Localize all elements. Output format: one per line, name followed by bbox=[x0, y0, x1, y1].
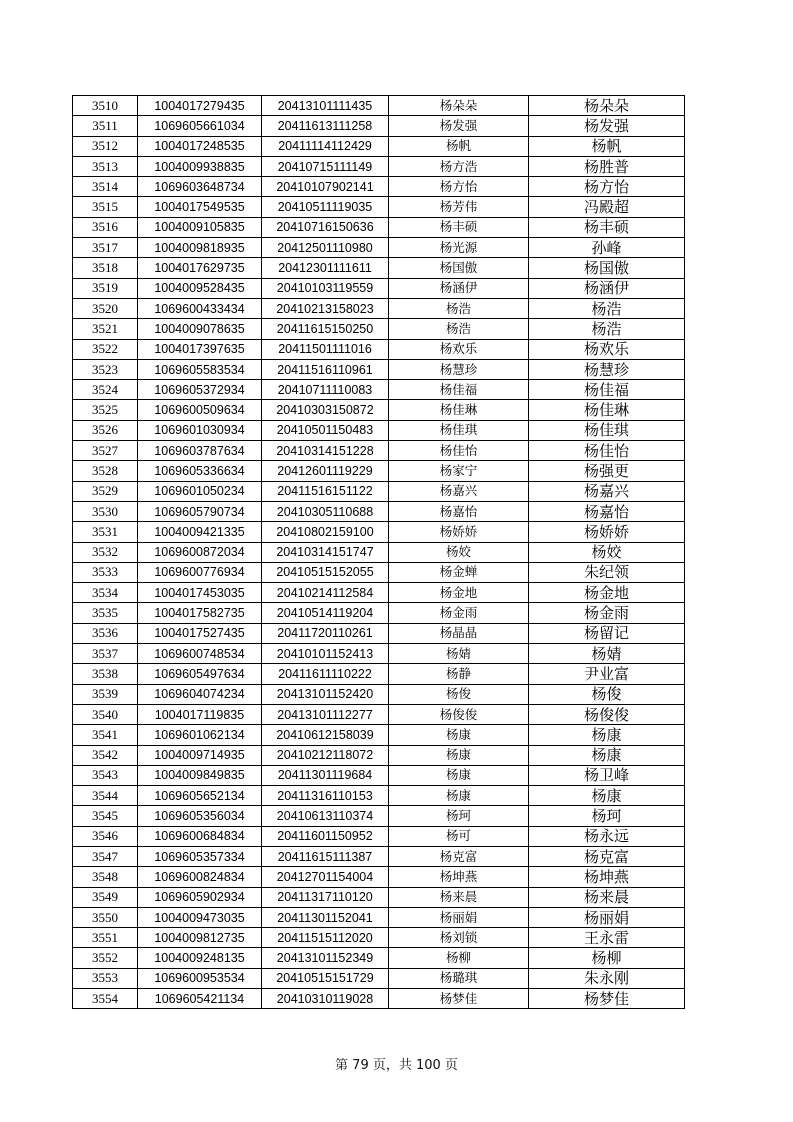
cell-name: 杨金雨 bbox=[389, 603, 529, 623]
cell-exam-number: 20412301111611 bbox=[262, 258, 389, 278]
cell-id-number: 1004009812735 bbox=[138, 928, 262, 948]
cell-name-confirmed: 杨朵朵 bbox=[529, 96, 685, 116]
cell-name: 杨浩 bbox=[389, 298, 529, 318]
cell-seq-number: 3524 bbox=[73, 380, 138, 400]
cell-id-number: 1004009714935 bbox=[138, 745, 262, 765]
cell-name: 杨家宁 bbox=[389, 461, 529, 481]
cell-name-confirmed: 杨国傲 bbox=[529, 258, 685, 278]
cell-exam-number: 20410213158023 bbox=[262, 298, 389, 318]
cell-name-confirmed: 朱永刚 bbox=[529, 968, 685, 988]
table-row bbox=[73, 359, 685, 379]
cell-seq-number: 3545 bbox=[73, 806, 138, 826]
cell-name-confirmed: 杨俊 bbox=[529, 684, 685, 704]
table-row bbox=[73, 197, 685, 217]
cell-exam-number: 20410314151228 bbox=[262, 441, 389, 461]
cell-id-number: 1004009421335 bbox=[138, 522, 262, 542]
cell-seq-number: 3518 bbox=[73, 258, 138, 278]
cell-name-confirmed: 杨佳琳 bbox=[529, 400, 685, 420]
cell-seq-number: 3538 bbox=[73, 664, 138, 684]
cell-name: 杨俊 bbox=[389, 684, 529, 704]
cell-name: 杨帆 bbox=[389, 136, 529, 156]
cell-name: 杨刘锁 bbox=[389, 928, 529, 948]
cell-name-confirmed: 杨留记 bbox=[529, 623, 685, 643]
cell-name-confirmed: 杨柳 bbox=[529, 948, 685, 968]
table-row bbox=[73, 725, 685, 745]
cell-id-number: 1004009105835 bbox=[138, 217, 262, 237]
cell-id-number: 1004017629735 bbox=[138, 258, 262, 278]
cell-name: 杨朵朵 bbox=[389, 96, 529, 116]
cell-exam-number: 20410715111149 bbox=[262, 156, 389, 176]
cell-seq-number: 3523 bbox=[73, 359, 138, 379]
table-row bbox=[73, 765, 685, 785]
cell-seq-number: 3540 bbox=[73, 704, 138, 724]
cell-exam-number: 20410514119204 bbox=[262, 603, 389, 623]
cell-name: 杨坤燕 bbox=[389, 867, 529, 887]
cell-name: 杨佳福 bbox=[389, 380, 529, 400]
cell-exam-number: 20411501111016 bbox=[262, 339, 389, 359]
cell-seq-number: 3520 bbox=[73, 298, 138, 318]
cell-id-number: 1004009938835 bbox=[138, 156, 262, 176]
cell-id-number: 1004009818935 bbox=[138, 238, 262, 258]
cell-name: 杨慧珍 bbox=[389, 359, 529, 379]
table-row bbox=[73, 806, 685, 826]
cell-name-confirmed: 杨欢乐 bbox=[529, 339, 685, 359]
cell-id-number: 1004017248535 bbox=[138, 136, 262, 156]
cell-name-confirmed: 杨佳琪 bbox=[529, 420, 685, 440]
cell-id-number: 1004017527435 bbox=[138, 623, 262, 643]
table-row bbox=[73, 583, 685, 603]
cell-id-number: 1069601030934 bbox=[138, 420, 262, 440]
table-row bbox=[73, 441, 685, 461]
cell-id-number: 1069605372934 bbox=[138, 380, 262, 400]
cell-id-number: 1069603648734 bbox=[138, 177, 262, 197]
cell-name: 杨静 bbox=[389, 664, 529, 684]
cell-seq-number: 3511 bbox=[73, 116, 138, 136]
cell-exam-number: 20410716150636 bbox=[262, 217, 389, 237]
cell-id-number: 1004017279435 bbox=[138, 96, 262, 116]
cell-id-number: 1069605902934 bbox=[138, 887, 262, 907]
cell-exam-number: 20410212118072 bbox=[262, 745, 389, 765]
cell-name: 杨俊俊 bbox=[389, 704, 529, 724]
cell-seq-number: 3534 bbox=[73, 583, 138, 603]
cell-exam-number: 20412601119229 bbox=[262, 461, 389, 481]
cell-id-number: 1069600748534 bbox=[138, 644, 262, 664]
table-row bbox=[73, 380, 685, 400]
cell-exam-number: 20413101112277 bbox=[262, 704, 389, 724]
cell-seq-number: 3549 bbox=[73, 887, 138, 907]
cell-exam-number: 20410612158039 bbox=[262, 725, 389, 745]
cell-name: 杨姣 bbox=[389, 542, 529, 562]
cell-seq-number: 3515 bbox=[73, 197, 138, 217]
cell-seq-number: 3541 bbox=[73, 725, 138, 745]
cell-exam-number: 20410613110374 bbox=[262, 806, 389, 826]
cell-exam-number: 20413101152420 bbox=[262, 684, 389, 704]
cell-id-number: 1069600824834 bbox=[138, 867, 262, 887]
cell-name: 杨可 bbox=[389, 826, 529, 846]
cell-seq-number: 3529 bbox=[73, 481, 138, 501]
cell-exam-number: 20412701154004 bbox=[262, 867, 389, 887]
cell-seq-number: 3537 bbox=[73, 644, 138, 664]
cell-id-number: 1069600509634 bbox=[138, 400, 262, 420]
table-row bbox=[73, 481, 685, 501]
cell-exam-number: 20410515152055 bbox=[262, 562, 389, 582]
cell-exam-number: 20410511119035 bbox=[262, 197, 389, 217]
cell-id-number: 1069605583534 bbox=[138, 359, 262, 379]
cell-seq-number: 3517 bbox=[73, 238, 138, 258]
table-row bbox=[73, 562, 685, 582]
cell-id-number: 1069600684834 bbox=[138, 826, 262, 846]
cell-name: 杨康 bbox=[389, 786, 529, 806]
cell-exam-number: 20411301152041 bbox=[262, 907, 389, 927]
cell-name: 杨国傲 bbox=[389, 258, 529, 278]
cell-seq-number: 3553 bbox=[73, 968, 138, 988]
cell-seq-number: 3548 bbox=[73, 867, 138, 887]
cell-id-number: 1069605497634 bbox=[138, 664, 262, 684]
cell-seq-number: 3525 bbox=[73, 400, 138, 420]
cell-name: 杨璐琪 bbox=[389, 968, 529, 988]
cell-seq-number: 3514 bbox=[73, 177, 138, 197]
cell-exam-number: 20410101152413 bbox=[262, 644, 389, 664]
cell-name: 杨嘉兴 bbox=[389, 481, 529, 501]
cell-exam-number: 20410802159100 bbox=[262, 522, 389, 542]
cell-name-confirmed: 朱纪领 bbox=[529, 562, 685, 582]
cell-name: 杨佳琪 bbox=[389, 420, 529, 440]
cell-name-confirmed: 杨金雨 bbox=[529, 603, 685, 623]
table-row bbox=[73, 968, 685, 988]
cell-name-confirmed: 杨佳怡 bbox=[529, 441, 685, 461]
table-row bbox=[73, 278, 685, 298]
table-row bbox=[73, 786, 685, 806]
cell-seq-number: 3544 bbox=[73, 786, 138, 806]
table-row bbox=[73, 826, 685, 846]
cell-name: 杨丰硕 bbox=[389, 217, 529, 237]
cell-name-confirmed: 杨永远 bbox=[529, 826, 685, 846]
cell-name: 杨珂 bbox=[389, 806, 529, 826]
cell-id-number: 1069605357334 bbox=[138, 846, 262, 866]
cell-name-confirmed: 杨娇娇 bbox=[529, 522, 685, 542]
table-row bbox=[73, 907, 685, 927]
cell-name: 杨方怡 bbox=[389, 177, 529, 197]
table-row bbox=[73, 238, 685, 258]
table-row bbox=[73, 989, 685, 1009]
cell-name: 杨康 bbox=[389, 725, 529, 745]
cell-name: 杨克富 bbox=[389, 846, 529, 866]
cell-seq-number: 3543 bbox=[73, 765, 138, 785]
cell-name-confirmed: 杨丽娟 bbox=[529, 907, 685, 927]
cell-name-confirmed: 杨康 bbox=[529, 725, 685, 745]
cell-seq-number: 3530 bbox=[73, 501, 138, 521]
cell-name-confirmed: 杨康 bbox=[529, 745, 685, 765]
table-row bbox=[73, 298, 685, 318]
cell-seq-number: 3522 bbox=[73, 339, 138, 359]
table-row bbox=[73, 887, 685, 907]
cell-name-confirmed: 杨丰硕 bbox=[529, 217, 685, 237]
cell-seq-number: 3554 bbox=[73, 989, 138, 1009]
cell-exam-number: 20412501110980 bbox=[262, 238, 389, 258]
cell-exam-number: 20411316110153 bbox=[262, 786, 389, 806]
cell-id-number: 1069605356034 bbox=[138, 806, 262, 826]
cell-exam-number: 20411114112429 bbox=[262, 136, 389, 156]
cell-seq-number: 3533 bbox=[73, 562, 138, 582]
cell-seq-number: 3526 bbox=[73, 420, 138, 440]
cell-id-number: 1004009849835 bbox=[138, 765, 262, 785]
cell-name: 杨欢乐 bbox=[389, 339, 529, 359]
roster-table-body bbox=[73, 96, 685, 1009]
cell-exam-number: 20410107902141 bbox=[262, 177, 389, 197]
cell-name-confirmed: 杨浩 bbox=[529, 319, 685, 339]
cell-name-confirmed: 冯殿超 bbox=[529, 197, 685, 217]
cell-name-confirmed: 杨帆 bbox=[529, 136, 685, 156]
cell-name: 杨嘉怡 bbox=[389, 501, 529, 521]
cell-id-number: 1069601050234 bbox=[138, 481, 262, 501]
cell-name: 杨涵伊 bbox=[389, 278, 529, 298]
cell-id-number: 1004017397635 bbox=[138, 339, 262, 359]
table-row bbox=[73, 522, 685, 542]
cell-seq-number: 3527 bbox=[73, 441, 138, 461]
cell-name: 杨晶晶 bbox=[389, 623, 529, 643]
cell-seq-number: 3535 bbox=[73, 603, 138, 623]
cell-name-confirmed: 杨嘉怡 bbox=[529, 501, 685, 521]
cell-seq-number: 3536 bbox=[73, 623, 138, 643]
cell-id-number: 1069605336634 bbox=[138, 461, 262, 481]
cell-name-confirmed: 杨金地 bbox=[529, 583, 685, 603]
cell-name: 杨方浩 bbox=[389, 156, 529, 176]
table-row bbox=[73, 461, 685, 481]
table-row bbox=[73, 623, 685, 643]
cell-name-confirmed: 杨强更 bbox=[529, 461, 685, 481]
table-row bbox=[73, 928, 685, 948]
cell-seq-number: 3521 bbox=[73, 319, 138, 339]
cell-name: 杨康 bbox=[389, 745, 529, 765]
table-row bbox=[73, 319, 685, 339]
cell-exam-number: 20411615150250 bbox=[262, 319, 389, 339]
cell-id-number: 1069605652134 bbox=[138, 786, 262, 806]
cell-name-confirmed: 杨克富 bbox=[529, 846, 685, 866]
cell-id-number: 1004009248135 bbox=[138, 948, 262, 968]
cell-seq-number: 3552 bbox=[73, 948, 138, 968]
cell-id-number: 1069600872034 bbox=[138, 542, 262, 562]
table-row bbox=[73, 664, 685, 684]
cell-exam-number: 20410501150483 bbox=[262, 420, 389, 440]
cell-seq-number: 3528 bbox=[73, 461, 138, 481]
cell-id-number: 1069603787634 bbox=[138, 441, 262, 461]
cell-name-confirmed: 孙峰 bbox=[529, 238, 685, 258]
cell-id-number: 1004017582735 bbox=[138, 603, 262, 623]
cell-name: 杨金地 bbox=[389, 583, 529, 603]
cell-exam-number: 20411515112020 bbox=[262, 928, 389, 948]
cell-name-confirmed: 尹业富 bbox=[529, 664, 685, 684]
table-row bbox=[73, 644, 685, 664]
table-row bbox=[73, 136, 685, 156]
table-row bbox=[73, 846, 685, 866]
cell-seq-number: 3513 bbox=[73, 156, 138, 176]
cell-exam-number: 20410310119028 bbox=[262, 989, 389, 1009]
table-row bbox=[73, 339, 685, 359]
table-row bbox=[73, 96, 685, 116]
cell-seq-number: 3519 bbox=[73, 278, 138, 298]
cell-name: 杨来晨 bbox=[389, 887, 529, 907]
cell-exam-number: 20411516151122 bbox=[262, 481, 389, 501]
cell-name-confirmed: 杨俊俊 bbox=[529, 704, 685, 724]
cell-exam-number: 20413101152349 bbox=[262, 948, 389, 968]
table-row bbox=[73, 867, 685, 887]
cell-name: 杨发强 bbox=[389, 116, 529, 136]
cell-name-confirmed: 杨珂 bbox=[529, 806, 685, 826]
table-row bbox=[73, 948, 685, 968]
cell-exam-number: 20410305110688 bbox=[262, 501, 389, 521]
cell-exam-number: 20410103119559 bbox=[262, 278, 389, 298]
cell-name: 杨丽娟 bbox=[389, 907, 529, 927]
cell-id-number: 1069600776934 bbox=[138, 562, 262, 582]
cell-name-confirmed: 杨佳福 bbox=[529, 380, 685, 400]
table-row bbox=[73, 116, 685, 136]
cell-exam-number: 20410303150872 bbox=[262, 400, 389, 420]
cell-exam-number: 20411601150952 bbox=[262, 826, 389, 846]
cell-name-confirmed: 杨发强 bbox=[529, 116, 685, 136]
cell-seq-number: 3550 bbox=[73, 907, 138, 927]
cell-seq-number: 3512 bbox=[73, 136, 138, 156]
cell-id-number: 1069605790734 bbox=[138, 501, 262, 521]
table-row bbox=[73, 156, 685, 176]
cell-exam-number: 20411611110222 bbox=[262, 664, 389, 684]
cell-id-number: 1004017549535 bbox=[138, 197, 262, 217]
cell-name-confirmed: 杨康 bbox=[529, 786, 685, 806]
cell-name-confirmed: 杨胜普 bbox=[529, 156, 685, 176]
cell-seq-number: 3551 bbox=[73, 928, 138, 948]
cell-id-number: 1069605421134 bbox=[138, 989, 262, 1009]
table-row bbox=[73, 177, 685, 197]
cell-exam-number: 20411516110961 bbox=[262, 359, 389, 379]
cell-name-confirmed: 杨婧 bbox=[529, 644, 685, 664]
table-row bbox=[73, 603, 685, 623]
cell-name: 杨柳 bbox=[389, 948, 529, 968]
roster-table bbox=[72, 95, 685, 1009]
cell-id-number: 1004017119835 bbox=[138, 704, 262, 724]
cell-name-confirmed: 杨来晨 bbox=[529, 887, 685, 907]
cell-seq-number: 3531 bbox=[73, 522, 138, 542]
cell-id-number: 1069600953534 bbox=[138, 968, 262, 988]
cell-id-number: 1004009473035 bbox=[138, 907, 262, 927]
cell-id-number: 1004009528435 bbox=[138, 278, 262, 298]
cell-name-confirmed: 杨浩 bbox=[529, 298, 685, 318]
cell-name-confirmed: 杨慧珍 bbox=[529, 359, 685, 379]
cell-seq-number: 3542 bbox=[73, 745, 138, 765]
cell-name: 杨娇娇 bbox=[389, 522, 529, 542]
cell-id-number: 1004009078635 bbox=[138, 319, 262, 339]
cell-name: 杨金蝉 bbox=[389, 562, 529, 582]
cell-name-confirmed: 杨嘉兴 bbox=[529, 481, 685, 501]
table-row bbox=[73, 400, 685, 420]
cell-id-number: 1069600433434 bbox=[138, 298, 262, 318]
cell-id-number: 1004017453035 bbox=[138, 583, 262, 603]
cell-exam-number: 20410711110083 bbox=[262, 380, 389, 400]
cell-name: 杨梦佳 bbox=[389, 989, 529, 1009]
cell-name: 杨婧 bbox=[389, 644, 529, 664]
cell-name-confirmed: 杨姣 bbox=[529, 542, 685, 562]
cell-exam-number: 20413101111435 bbox=[262, 96, 389, 116]
cell-name: 杨佳琳 bbox=[389, 400, 529, 420]
cell-exam-number: 20411301119684 bbox=[262, 765, 389, 785]
cell-id-number: 1069605661034 bbox=[138, 116, 262, 136]
cell-name-confirmed: 杨梦佳 bbox=[529, 989, 685, 1009]
table-row bbox=[73, 704, 685, 724]
cell-name-confirmed: 杨方怡 bbox=[529, 177, 685, 197]
cell-exam-number: 20410515151729 bbox=[262, 968, 389, 988]
cell-name: 杨佳怡 bbox=[389, 441, 529, 461]
table-row bbox=[73, 258, 685, 278]
cell-exam-number: 20411317110120 bbox=[262, 887, 389, 907]
cell-seq-number: 3510 bbox=[73, 96, 138, 116]
cell-seq-number: 3547 bbox=[73, 846, 138, 866]
cell-name: 杨浩 bbox=[389, 319, 529, 339]
cell-exam-number: 20411613111258 bbox=[262, 116, 389, 136]
table-row bbox=[73, 745, 685, 765]
cell-exam-number: 20410214112584 bbox=[262, 583, 389, 603]
cell-name-confirmed: 杨卫峰 bbox=[529, 765, 685, 785]
cell-exam-number: 20411615111387 bbox=[262, 846, 389, 866]
cell-seq-number: 3532 bbox=[73, 542, 138, 562]
page-footer: 第 79 页，共 100 页 bbox=[335, 1058, 458, 1073]
cell-name-confirmed: 杨涵伊 bbox=[529, 278, 685, 298]
table-row bbox=[73, 684, 685, 704]
table-row bbox=[73, 217, 685, 237]
cell-exam-number: 20410314151747 bbox=[262, 542, 389, 562]
cell-name: 杨康 bbox=[389, 765, 529, 785]
table-row bbox=[73, 501, 685, 521]
cell-name-confirmed: 杨坤燕 bbox=[529, 867, 685, 887]
cell-name: 杨光源 bbox=[389, 238, 529, 258]
cell-name-confirmed: 王永雷 bbox=[529, 928, 685, 948]
cell-seq-number: 3539 bbox=[73, 684, 138, 704]
cell-seq-number: 3516 bbox=[73, 217, 138, 237]
cell-name: 杨芳伟 bbox=[389, 197, 529, 217]
cell-seq-number: 3546 bbox=[73, 826, 138, 846]
cell-id-number: 1069601062134 bbox=[138, 725, 262, 745]
cell-exam-number: 20411720110261 bbox=[262, 623, 389, 643]
table-row bbox=[73, 542, 685, 562]
table-row bbox=[73, 420, 685, 440]
cell-id-number: 1069604074234 bbox=[138, 684, 262, 704]
